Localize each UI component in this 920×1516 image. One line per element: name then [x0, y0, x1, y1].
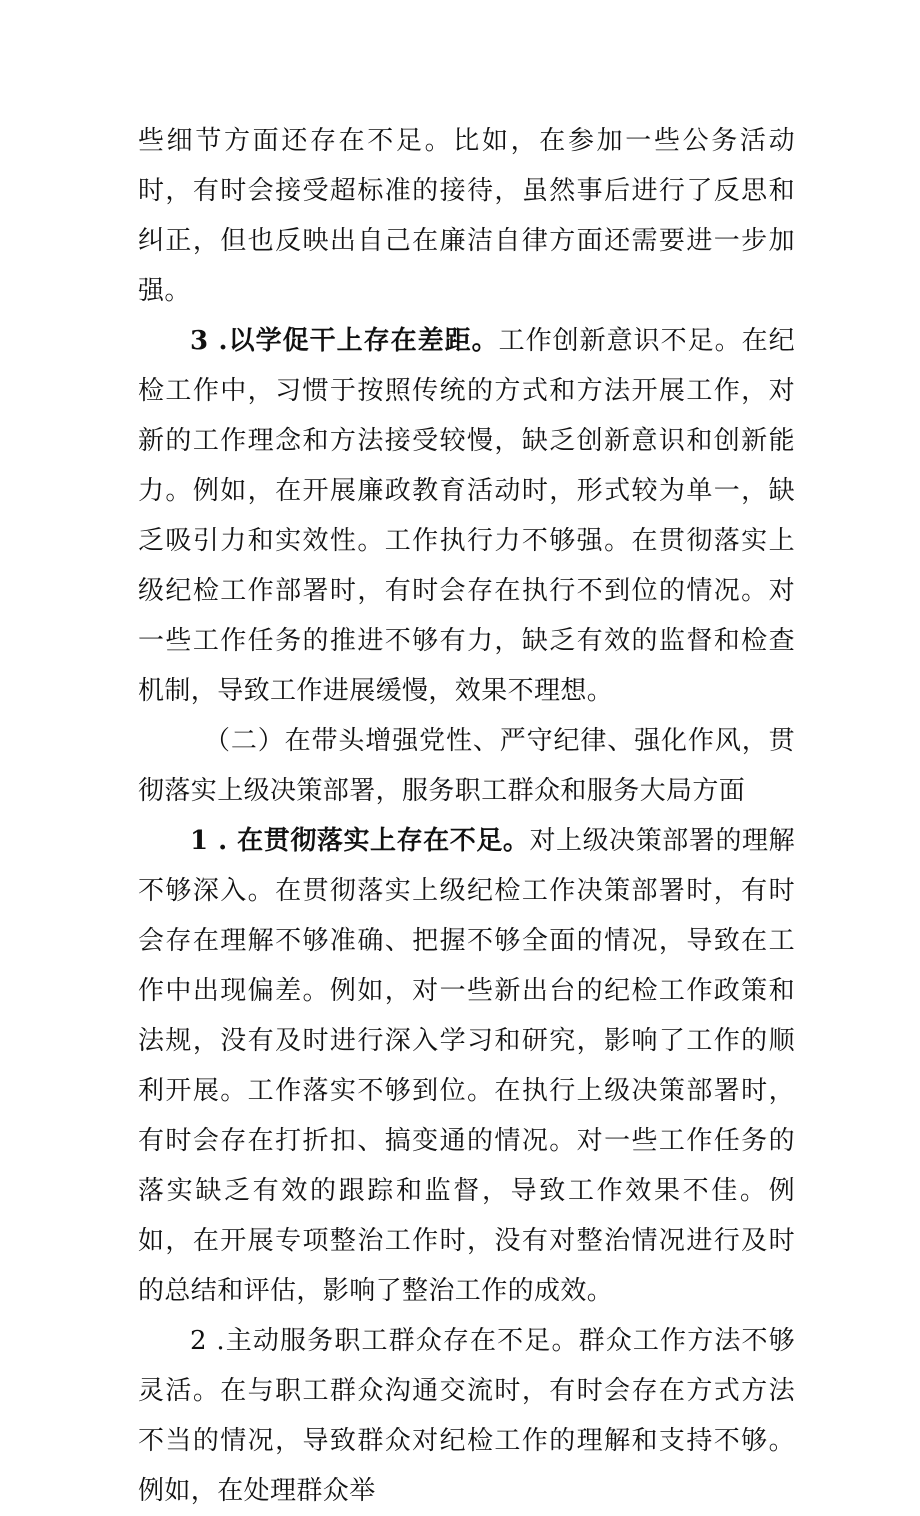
paragraph-text: 工作创新意识不足。在纪检工作中，习惯于按照传统的方式和方法开展工作，对新的工作理念和方法接受较慢，缺乏创新意识和创新能力。例如，在开展廉政教育活动时，形式较为单一，缺乏吸引力和实效性。工作执行力不够强。在贯彻落实上级纪检工作部署时，有时会存在执行不到位的情况。对一些工作任务的推进不够有力，缺乏有效的监督和检查机制，导致工作进展缓慢，效果不理想。	[138, 326, 795, 706]
paragraph-service	[138, 1316, 795, 1516]
paragraph-heading: 1 . 在贯彻落实上存在不足。	[190, 826, 530, 856]
paragraph-text: 些细节方面还存在不足。比如，在参加一些公务活动时，有时会接受超标准的接待，虽然事后进行了反思和纠正，但也反映出自己在廉洁自律方面还需要进一步加强。	[138, 126, 795, 306]
section-heading	[138, 716, 795, 816]
paragraph-heading: 3 .以学促干上存在差距。	[190, 326, 499, 356]
document-page	[138, 116, 795, 1516]
paragraph-text: 2 .主动服务职工群众存在不足。群众工作方法不够灵活。在与职工群众沟通交流时，有时会存在方式方法不当的情况，导致群众对纪检工作的理解和支持不够。例如，在处理群众举	[138, 1326, 795, 1506]
paragraph-implementation	[138, 816, 795, 1316]
paragraph-text: 对上级决策部署的理解不够深入。在贯彻落实上级纪检工作决策部署时，有时会存在理解不够准确、把握不够全面的情况，导致在工作中出现偏差。例如，对一些新出台的纪检工作政策和法规，没有及时进行深入学习和研究，影响了工作的顺利开展。工作落实不够到位。在执行上级决策部署时，有时会存在打折扣、搞变通的情况。对一些工作任务的落实缺乏有效的跟踪和监督，导致工作效果不佳。例如，在开展专项整治工作时，没有对整治情况进行及时的总结和评估，影响了整治工作的成效。	[138, 826, 795, 1306]
section-heading-text: （二）在带头增强党性、严守纪律、强化作风，贯彻落实上级决策部署，服务职工群众和服务大局方面	[138, 726, 795, 806]
paragraph-integrity	[138, 116, 795, 316]
paragraph-learning-gap	[138, 316, 795, 716]
